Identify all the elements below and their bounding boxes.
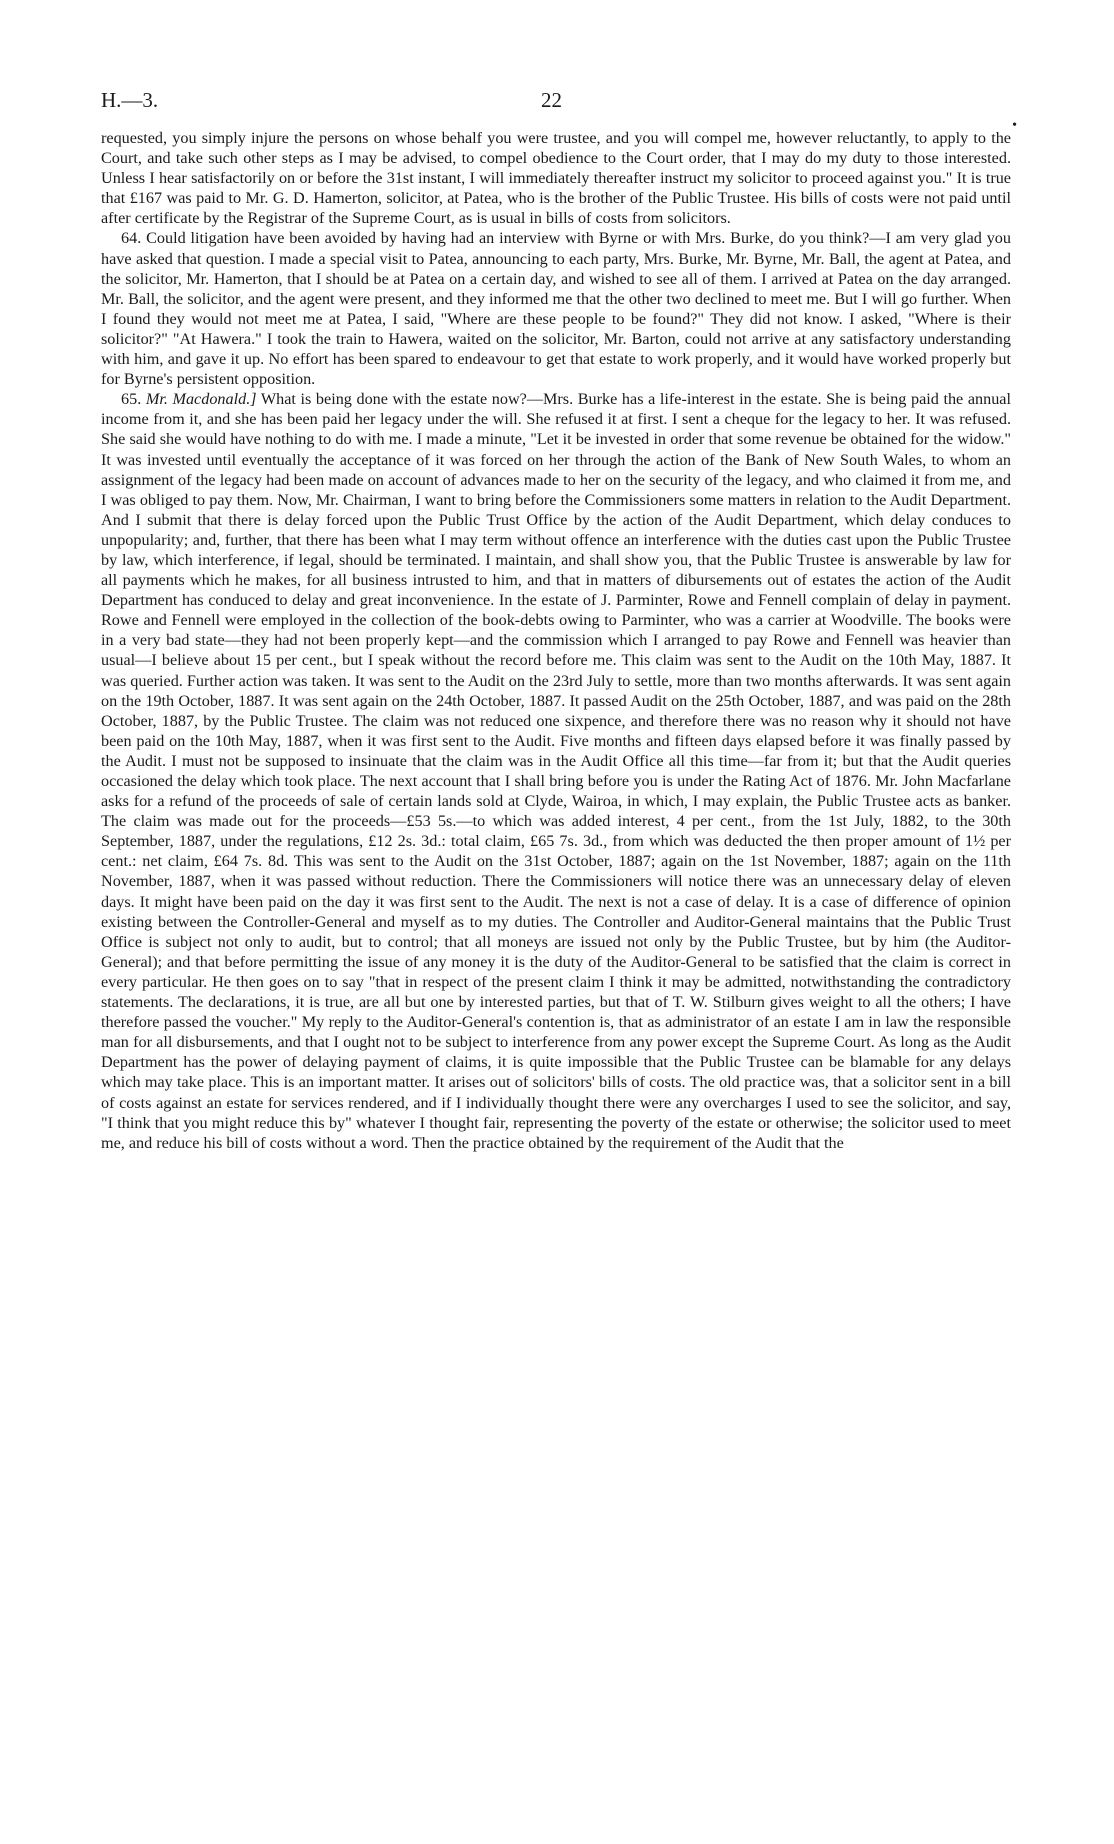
speaker-name: Mr. Macdonald.]	[145, 390, 257, 409]
paragraph-continuation	[101, 128, 1011, 228]
body-text	[101, 128, 1011, 1153]
paragraph-65	[101, 389, 1011, 1153]
page-header	[101, 88, 1017, 133]
page-number: 22	[541, 88, 562, 112]
document-page	[101, 88, 1017, 1153]
margin-mark: •	[1012, 118, 1017, 133]
paragraph-number: 65.	[121, 390, 142, 409]
paragraph-text: What is being done with the estate now?—Mrs. Burke has a life-interest in the estate. She is being paid the annual income from it, and she has been paid her legacy under the will. She refused it at first. I sent a cheque for the legacy to her. It was refused. She said she would have nothing to do with me. I made a minute, "Let it be invested in order that some revenue be obtained for the widow." It was invested until eventually the acceptance of it was forced on her through the action of the Bank of New South Wales, to whom an assignment of the legacy had been made on account of advances made to her on the security of the legacy, and who claimed it from me, and I was obliged to pay them. Now, Mr. Chairman, I want to bring before the Commissioners some matters in relation to the Audit Department. And I submit that there is delay forced upon the Public Trust Office by the action of the Audit Department, which delay conduces to unpopularity; and, further, that there has been what I may term without offence an interference with the duties cast upon the Public Trustee by law, which interference, if legal, should be terminated. I maintain, and shall show you, that the Public Trustee is answerable by law for all payments which he makes, for all business intrusted to him, and that in matters of dibursements out of estates the action of the Audit Department has conduced to delay and great inconvenience. In the estate of J. Parminter, Rowe and Fennell complain of delay in payment. Rowe and Fennell were employed in the collection of the book-debts owing to Parminter, who was a carrier at Woodville. The books were in a very bad state—they had not been properly kept—and the commission which I arranged to pay Rowe and Fennell was heavier than usual—I believe about 15 per cent., but I speak without the record before me. This claim was sent to the Audit on the 10th May, 1887. It was queried. Further action was taken. It was sent to the Audit on the 23rd July to settle, more than two months afterwards. It was sent again on the 19th October, 1887. It was sent again on the 24th October, 1887. It passed Audit on the 25th October, 1887, and was paid on the 28th October, 1887, by the Public Trustee. The claim was not reduced one sixpence, and therefore there was no reason why it should not have been paid on the 10th May, 1887, when it was first sent to the Audit. Five months and fifteen days elapsed before it was finally passed by the Audit. I must not be supposed to insinuate that the claim was in the Audit Office all this time—far from it; but that the Audit queries occasioned the delay which took place. The next account that I shall bring before you is under the Rating Act of 1876. Mr. John Macfarlane asks for a refund of the proceeds of sale of certain lands sold at Clyde, Wairoa, in which, I may explain, the Public Trustee acts as banker. The claim was made out for the proceeds—£53 5s.—to which was added interest, 4 per cent., from the 1st July, 1882, to the 30th September, 1887, under the regulations, £12 2s. 3d.: total claim, £65 7s. 3d., from which was deducted the then proper amount of 1½ per cent.: net claim, £64 7s. 8d. This was sent to the Audit on the 31st October, 1887; again on the 1st November, 1887; again on the 11th November, 1887, when it was passed without reduction. There the Commissioners will notice there was an unnecessary delay of eleven days. It might have been paid on the day it was first sent to the Audit. The next is not a case of delay. It is a case of difference of opinion existing between the Controller-General and myself as to my duties. The Controller and Auditor-General maintains that the Public Trust Office is subject not only to audit, but to control; that all moneys are issued not only by the Public Trustee, but by him (the Auditor-General); and that before permitting the issue of any money it is the duty of the Auditor-General to be satisfied that the claim is correct in every particular. He then goes on to say "that in respect of the present claim I think it may be admitted, notwithstanding the contradictory statements. The declarations, it is true, are all but one by interested parties, but that of T. W. Stilburn gives weight to all the others; I have therefore passed the voucher." My reply to the Auditor-General's contention is, that as administrator of an estate I am in law the responsible man for all disbursements, and that I ought not to be subject to interference from any power except the Supreme Court. As long as the Audit Department has the power of delaying payment of claims, it is quite impossible that the Public Trustee can be blamable for any delays which may take place. This is an important matter. It arises out of solicitors' bills of costs. The old practice was, that a solicitor sent in a bill of costs against an estate for services rendered, and if I individually thought there were any overcharges I used to see the solicitor, and say, "I think that you might reduce this by" whatever I thought fair, representing the poverty of the estate or otherwise; the solicitor used to meet me, and reduce his bill of costs without a word. Then the practice obtained by the requirement of the Audit that the	[101, 390, 1011, 1152]
paragraph-text: 64. Could litigation have been avoided by having had an interview with Byrne or with Mrs. Burke, do you think?—I am very glad you have asked that question. I made a special visit to Patea, announcing to each party, Mrs. Burke, Mr. Byrne, Mr. Ball, the agent at Patea, and the solicitor, Mr. Hamerton, that I should be at Patea on a certain day, and wished to see all of them. I arrived at Patea on the day arranged. Mr. Ball, the solicitor, and the agent were present, and they informed me that the other two declined to meet me. But I will go further. When I found they would not meet me at Patea, I said, "Where are these people to be found?" They did not know. I asked, "Where is their solicitor?" "At Hawera." I took the train to Hawera, waited on the solicitor, Mr. Barton, could not arrive at any satisfactory understanding with him, and gave it up. No effort has been spared to endeavour to get that estate to work properly, and it would have worked properly but for Byrne's persistent opposition.	[101, 229, 1011, 389]
paragraph-text: requested, you simply injure the persons on whose behalf you were trustee, and you will compel me, however reluctantly, to apply to the Court, and take such other steps as I may be advised, to compel obedience to the Court order, that I may do my duty to those interested. Unless I hear satisfactorily on or before the 31st instant, I will immediately thereafter instruct my solicitor to proceed against you." It is true that £167 was paid to Mr. G. D. Hamerton, solicitor, at Patea, who is the brother of the Public Trustee. His bills of costs were not paid until after certificate by the Registrar of the Supreme Court, as is usual in bills of costs from solicitors.	[101, 129, 1011, 228]
document-reference: H.—3.	[101, 88, 159, 112]
paragraph-64	[101, 228, 1011, 389]
